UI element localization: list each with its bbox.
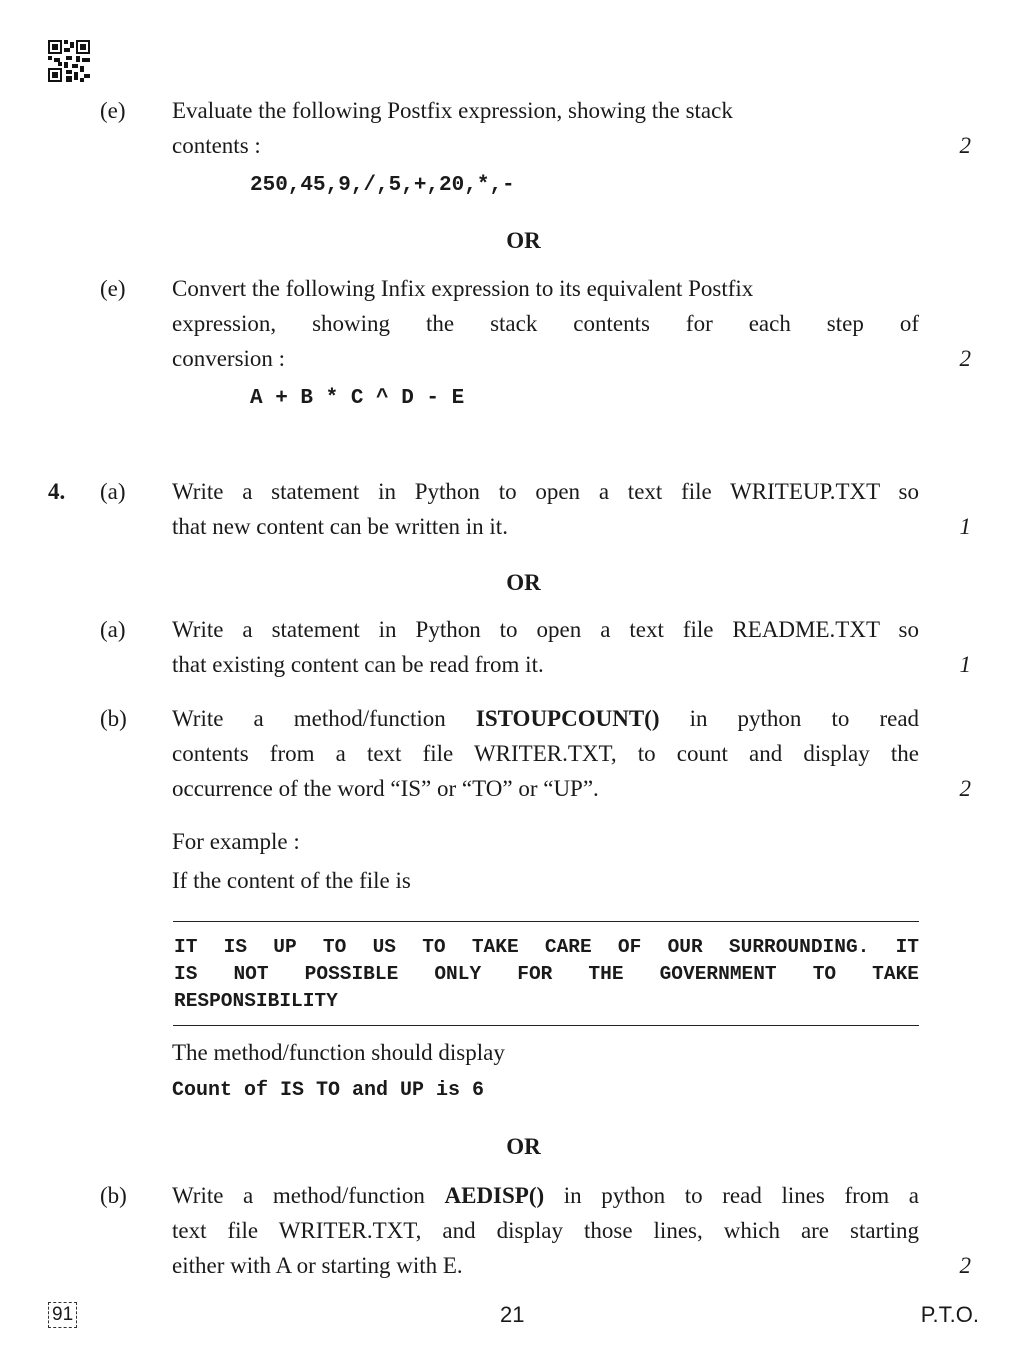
question-3e-alt-line1: Convert the following Infix expression to its equivalent Postfix xyxy=(172,276,754,301)
please-turn-over: P.T.O. xyxy=(920,1302,979,1327)
question-3e-alt-line3: conversion : xyxy=(172,346,286,371)
question-4a-alt-label: (a) xyxy=(100,617,126,642)
question-4a-alt-line2: that existing content can be read from it. xyxy=(172,652,544,677)
infix-expression: A + B * C ^ D - E xyxy=(250,387,465,410)
example-intro: For example : xyxy=(172,829,300,854)
question-4b-alt-line1 xyxy=(172,1178,919,1213)
question-4b-alt-line1-post: in python to read lines from a xyxy=(563,1183,920,1208)
question-4b-marks: 2 xyxy=(959,776,971,801)
question-4b-alt-label: (b) xyxy=(100,1183,127,1208)
question-3e-line2: contents : xyxy=(172,133,261,158)
or-divider-1: OR xyxy=(506,228,541,253)
question-4b-line1-post: in python to read xyxy=(689,706,920,731)
question-4a-line2: that new content can be written in it. xyxy=(172,514,508,539)
page-number: 21 xyxy=(500,1302,525,1327)
or-divider-3: OR xyxy=(506,1134,541,1159)
file-content-bottom-rule xyxy=(173,1025,919,1026)
question-4b-alt-marks: 2 xyxy=(959,1253,971,1278)
question-4b-line1-pre: Write a method/function xyxy=(172,706,446,731)
paper-code-box: 91 xyxy=(48,1302,77,1328)
question-3e-line1: Evaluate the following Postfix expression, showing the stack xyxy=(172,98,733,123)
question-3e-alt-line2: expression, showing the stack contents for each step of xyxy=(172,311,919,336)
content-intro: If the content of the file is xyxy=(172,868,411,893)
question-4a-label: (a) xyxy=(100,479,126,504)
question-4b-line3: occurrence of the word “IS” or “TO” or “UP”. xyxy=(172,776,599,801)
file-content-top-rule xyxy=(173,921,919,922)
expected-output: Count of IS TO and UP is 6 xyxy=(172,1079,485,1102)
question-4-number: 4. xyxy=(48,479,66,504)
file-content-line3: RESPONSIBILITY xyxy=(174,990,338,1012)
question-3e-alt-marks: 2 xyxy=(959,346,971,371)
question-4b-alt-line3: either with A or starting with E. xyxy=(172,1253,463,1278)
question-4b-alt-line1-pre: Write a method/function xyxy=(172,1183,425,1208)
qr-code-icon xyxy=(48,40,90,82)
question-4b-line2: contents from a text file WRITER.TXT, to count and display the xyxy=(172,741,919,766)
question-3e-marks: 2 xyxy=(959,133,971,158)
question-4a-alt-marks: 1 xyxy=(959,652,971,677)
question-4b-line1 xyxy=(172,701,919,736)
function-name-istoupcount: ISTOUPCOUNT() xyxy=(475,706,660,731)
display-intro: The method/function should display xyxy=(172,1040,505,1065)
function-name-aedisp: AEDISP() xyxy=(444,1183,545,1208)
question-4a-line1: Write a statement in Python to open a text file WRITEUP.TXT so xyxy=(172,479,919,504)
or-divider-2: OR xyxy=(506,570,541,595)
question-4a-marks: 1 xyxy=(959,514,971,539)
file-content-line1: IT IS UP TO US TO TAKE CARE OF OUR SURROUNDING. IT xyxy=(174,936,919,958)
question-4b-alt-line2: text file WRITER.TXT, and display those lines, which are starting xyxy=(172,1218,919,1243)
question-4b-label: (b) xyxy=(100,706,127,731)
question-3e-label: (e) xyxy=(100,98,126,123)
postfix-expression: 250,45,9,/,5,+,20,*,- xyxy=(250,174,515,197)
question-4a-alt-line1: Write a statement in Python to open a text file README.TXT so xyxy=(172,617,919,642)
question-3e-alt-label: (e) xyxy=(100,276,126,301)
file-content-line2: IS NOT POSSIBLE ONLY FOR THE GOVERNMENT TO TAKE xyxy=(174,963,919,985)
